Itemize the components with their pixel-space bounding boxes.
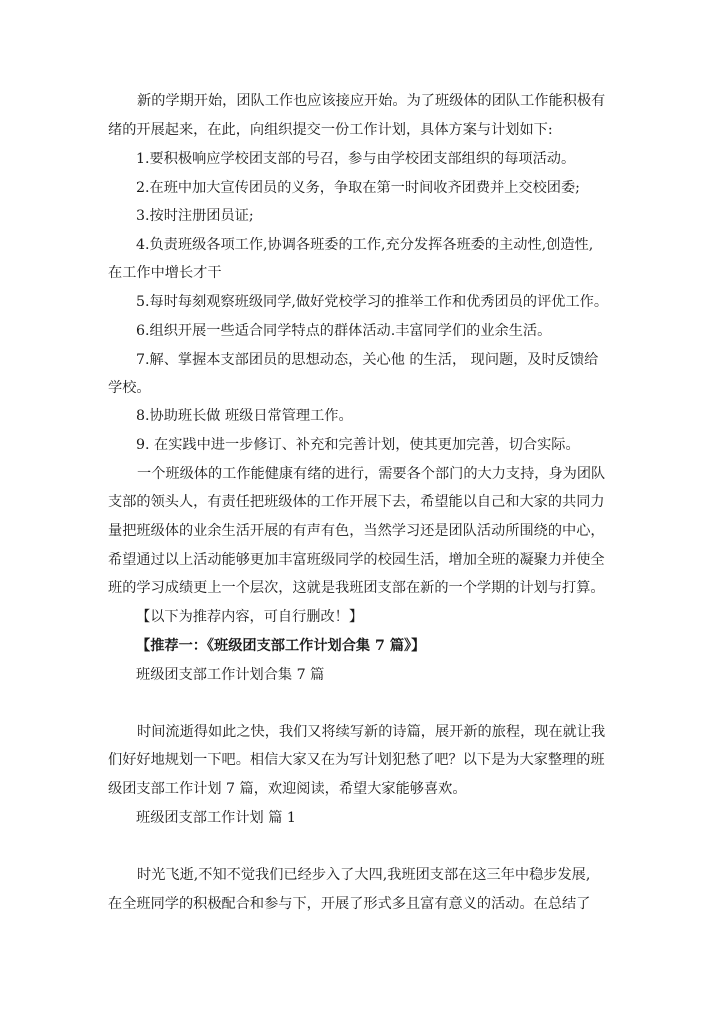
- paragraph-3-line-1: 时间流逝得如此之快，我们又将续写新的诗篇，展开新的旅程，现在就让我: [137, 724, 606, 740]
- list-item-1: 1.要积极响应学校团支部的号召，参与由学校团支部组织的每项活动。: [136, 151, 576, 167]
- list-item-9: 9. 在实践中进一步修订、补充和完善计划，使其更加完善，切合实际。: [136, 437, 580, 453]
- paragraph-2-line-4: 希望通过以上活动能够更加丰富班级同学的校园生活，增加全班的凝聚力并使全: [108, 552, 605, 568]
- paragraph-1-line-1: 新的学期开始，团队工作也应该接应开始。为了班级体的团队工作能积极有: [137, 93, 606, 109]
- list-item-4-continuation: 在工作中增长才干: [108, 265, 222, 281]
- paragraph-2-line-3: 量把班级体的业余生活开展的有声有色，当然学习还是团队活动所围绕的中心，: [108, 523, 605, 539]
- paragraph-2-line-1: 一个班级体的工作能健康有绪的进行，需要各个部门的大力支持，身为团队: [137, 466, 606, 482]
- list-item-6: 6.组织开展一些适合同学特点的群体活动.丰富同学们的业余生活。: [136, 323, 552, 339]
- paragraph-1-line-2: 绪的开展起来，在此，向组织提交一份工作计划，具体方案与计划如下:: [108, 122, 553, 138]
- recommend-title: 【推荐一：《班级团支部工作计划合集 7 篇》】: [136, 638, 426, 654]
- list-item-3: 3.按时注册团员证;: [136, 208, 254, 224]
- recommend-note: 【以下为推荐内容，可自行删改！】: [136, 609, 364, 625]
- list-item-2: 2.在班中加大宣传团员的义务，争取在第一时间收齐团费并上交校团委;: [136, 180, 580, 196]
- paragraph-3-line-2: 们好好地规划一下吧。相信大家又在为写计划犯愁了吧？以下是为大家整理的班: [108, 752, 605, 768]
- list-item-7: 7.解、掌握本支部团员的思想动态，关心他 的生活， 现问题，及时反馈给: [136, 352, 599, 368]
- paragraph-4-line-2: 在全班同学的积极配合和参与下，开展了形式多且富有意义的活动。在总结了: [108, 896, 591, 912]
- list-item-8: 8.协助班长做 班级日常管理工作。: [136, 408, 353, 424]
- paragraph-2-line-5: 班的学习成绩更上一个层次，这就是我班团支部在新的一个学期的计划与打算。: [108, 580, 605, 596]
- paragraph-3-line-3: 级团支部工作计划 7 篇，欢迎阅读，希望大家能够喜欢。: [108, 781, 467, 797]
- collection-heading: 班级团支部工作计划合集 7 篇: [136, 667, 325, 683]
- list-item-4: 4.负责班级各项工作,协调各班委的工作,充分发挥各班委的主动性,创造性,: [136, 237, 594, 253]
- list-item-5: 5.每时每刻观察班级同学,做好党校学习的推举工作和优秀团员的评优工作。: [136, 294, 609, 310]
- section-1-heading: 班级团支部工作计划 篇 1: [136, 810, 296, 826]
- paragraph-4-line-1: 时光飞逝,不知不觉我们已经步入了大四,我班团支部在这三年中稳步发展,: [137, 867, 591, 883]
- paragraph-2-line-2: 支部的领头人，有责任把班级体的工作开展下去，希望能以自己和大家的共同力: [108, 494, 605, 510]
- list-item-7-continuation: 学校。: [108, 380, 151, 396]
